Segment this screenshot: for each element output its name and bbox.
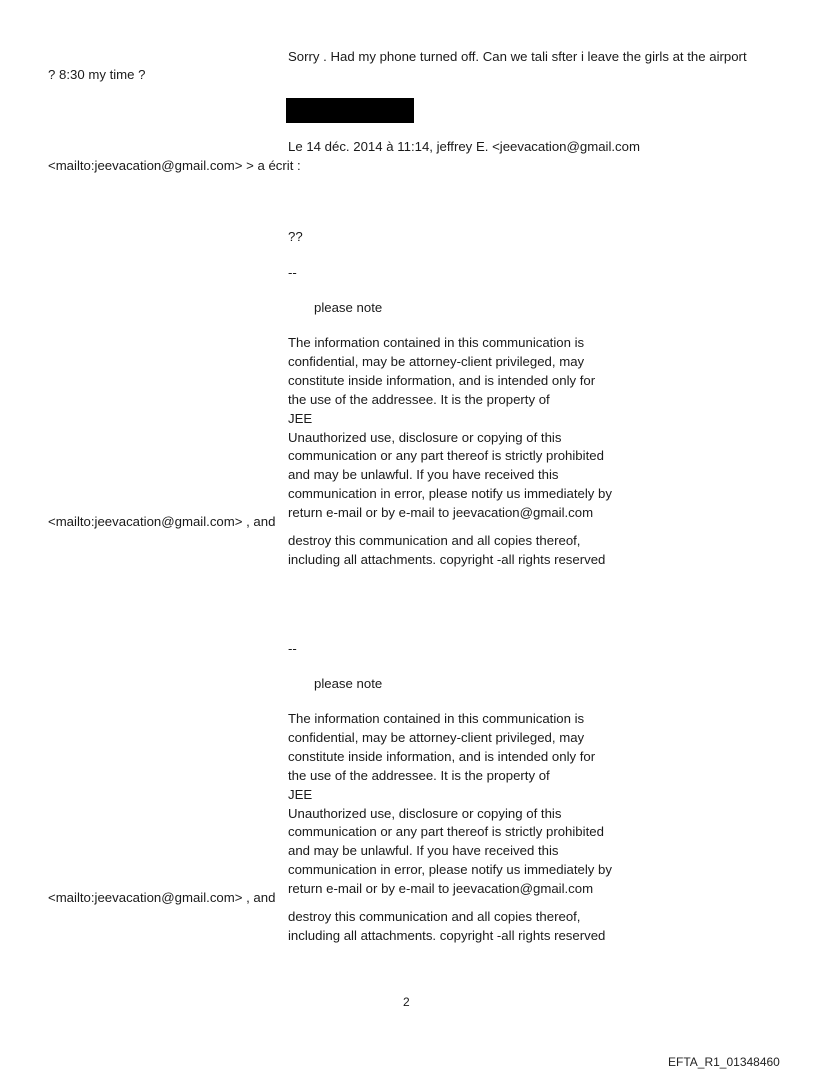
disclaimer-line: constitute inside information, and is intended only for: [288, 748, 596, 764]
disclaimer-line: Unauthorized use, disclosure or copying of this: [288, 805, 562, 821]
disclaimer-line: confidential, may be attorney-client privileged, may: [288, 729, 585, 745]
signature-separator: --: [288, 641, 297, 656]
disclaimer-line: and may be unlawful. If you have received this: [288, 467, 559, 483]
disclaimer-block-end: [288, 908, 605, 946]
page-number: 2: [403, 995, 410, 1009]
disclaimer-line: JEE: [288, 786, 313, 802]
disclaimer-line: communication or any part thereof is strictly prohibited: [288, 824, 604, 840]
disclaimer-line: the use of the addressee. It is the property of: [288, 767, 550, 783]
quote-header-line-1: Le 14 déc. 2014 à 11:14, jeffrey E. <jeevacation@gmail.com: [288, 139, 640, 154]
disclaimer-block: [288, 334, 612, 523]
quote-header-line-2: <mailto:jeevacation@gmail.com> > a écrit :: [48, 158, 301, 173]
disclaimer-line: confidential, may be attorney-client privileged, may: [288, 353, 585, 369]
disclaimer-line: return e-mail or by e-mail to jeevacation@gmail.com: [288, 505, 594, 521]
disclaimer-line: communication in error, please notify us immediately by: [288, 486, 612, 502]
disclaimer-line: the use of the addressee. It is the property of: [288, 391, 550, 407]
disclaimer-line: constitute inside information, and is intended only for: [288, 372, 596, 388]
disclaimer-block: [288, 710, 612, 899]
disclaimer-line: destroy this communication and all copies thereof,: [288, 909, 581, 924]
message-line-1: Sorry . Had my phone turned off. Can we tali sfter i leave the girls at the airport: [288, 49, 747, 64]
disclaimer-line: The information contained in this communication is: [288, 711, 585, 726]
disclaimer-line: and may be unlawful. If you have received this: [288, 843, 559, 859]
please-note-label: please note: [314, 300, 383, 315]
mailto-line: <mailto:jeevacation@gmail.com> , and: [48, 890, 276, 905]
disclaimer-line: The information contained in this communication is: [288, 335, 585, 350]
disclaimer-block-end: [288, 532, 605, 570]
disclaimer-line: JEE: [288, 410, 313, 426]
disclaimer-line: communication or any part thereof is strictly prohibited: [288, 448, 604, 464]
message-line-2: ? 8:30 my time ?: [48, 67, 146, 82]
reply-text: ??: [288, 229, 303, 244]
disclaimer-line: destroy this communication and all copies thereof,: [288, 533, 581, 548]
mailto-line: <mailto:jeevacation@gmail.com> , and: [48, 514, 276, 529]
disclaimer-line: including all attachments. copyright -all rights reserved: [288, 927, 606, 943]
disclaimer-line: return e-mail or by e-mail to jeevacation@gmail.com: [288, 881, 594, 897]
please-note-label: please note: [314, 676, 383, 691]
disclaimer-line: including all attachments. copyright -all rights reserved: [288, 551, 606, 567]
redaction-box: [286, 98, 414, 123]
disclaimer-line: Unauthorized use, disclosure or copying of this: [288, 429, 562, 445]
disclaimer-line: communication in error, please notify us immediately by: [288, 862, 612, 878]
document-id: EFTA_R1_01348460: [668, 1055, 780, 1069]
signature-separator: --: [288, 265, 297, 280]
